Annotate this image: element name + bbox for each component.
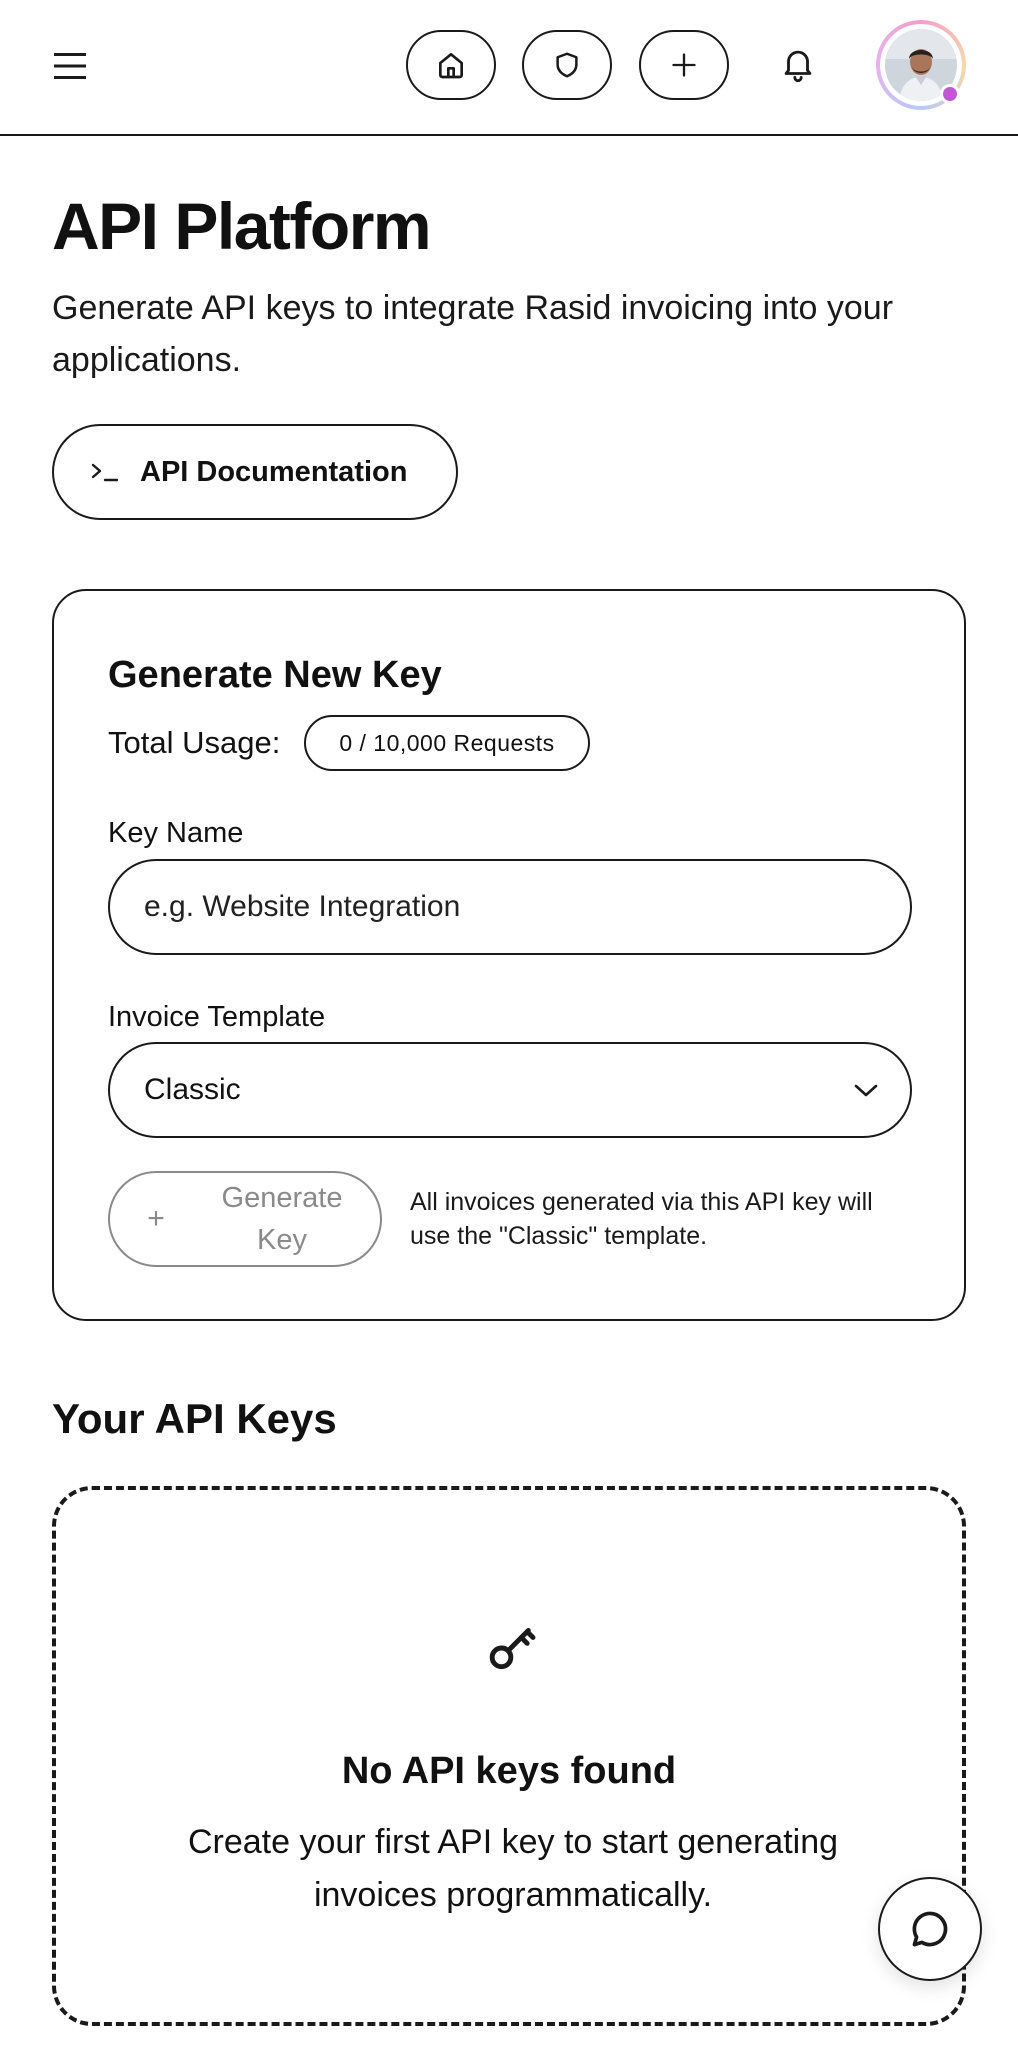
generate-card-title: Generate New Key <box>108 654 442 696</box>
create-button[interactable] <box>639 30 729 100</box>
usage-badge: 0 / 10,000 Requests <box>304 715 590 771</box>
key-name-input[interactable] <box>108 859 912 955</box>
menu-button[interactable] <box>46 44 94 88</box>
notifications-button[interactable] <box>770 36 826 92</box>
terminal-icon <box>90 460 120 484</box>
api-keys-section-title: Your API Keys <box>52 1395 337 1442</box>
shield-icon <box>552 49 582 81</box>
invoice-template-label: Invoice Template <box>108 1001 326 1033</box>
plus-icon: + <box>147 1202 165 1235</box>
generate-key-card <box>52 589 966 1321</box>
page-subtitle: Generate API keys to integrate Rasid invoicing into your applications. <box>52 289 894 379</box>
invoice-template-select[interactable] <box>108 1042 912 1138</box>
invoice-template-value: Classic <box>144 1073 241 1106</box>
template-note: All invoices generated via this API key will use the "Classic" template. <box>410 1188 873 1250</box>
user-avatar[interactable] <box>876 20 966 110</box>
generate-key-label: Generate Key <box>221 1182 343 1256</box>
chat-button[interactable] <box>878 1877 982 1981</box>
api-documentation-button[interactable] <box>52 424 458 520</box>
chevron-down-icon <box>852 1080 880 1100</box>
empty-state-description: Create your first API key to start generating invoices programmatically. <box>187 1823 839 1914</box>
empty-state-title: No API keys found <box>341 1750 677 1792</box>
key-icon <box>484 1620 540 1676</box>
chat-bubble-icon <box>908 1907 952 1951</box>
page-title: API Platform <box>52 189 431 263</box>
home-icon <box>435 49 467 81</box>
usage-label: Total Usage: <box>108 725 281 760</box>
online-status-dot <box>940 84 960 104</box>
bell-icon <box>779 44 817 84</box>
top-header <box>0 0 1018 136</box>
home-button[interactable] <box>406 30 496 100</box>
security-button[interactable] <box>522 30 612 100</box>
menu-icon <box>53 51 87 81</box>
api-documentation-label: API Documentation <box>140 455 408 488</box>
api-keys-empty-state <box>52 1486 966 2026</box>
generate-key-button[interactable] <box>108 1171 382 1267</box>
plus-icon <box>670 51 698 79</box>
key-name-label: Key Name <box>108 817 244 849</box>
